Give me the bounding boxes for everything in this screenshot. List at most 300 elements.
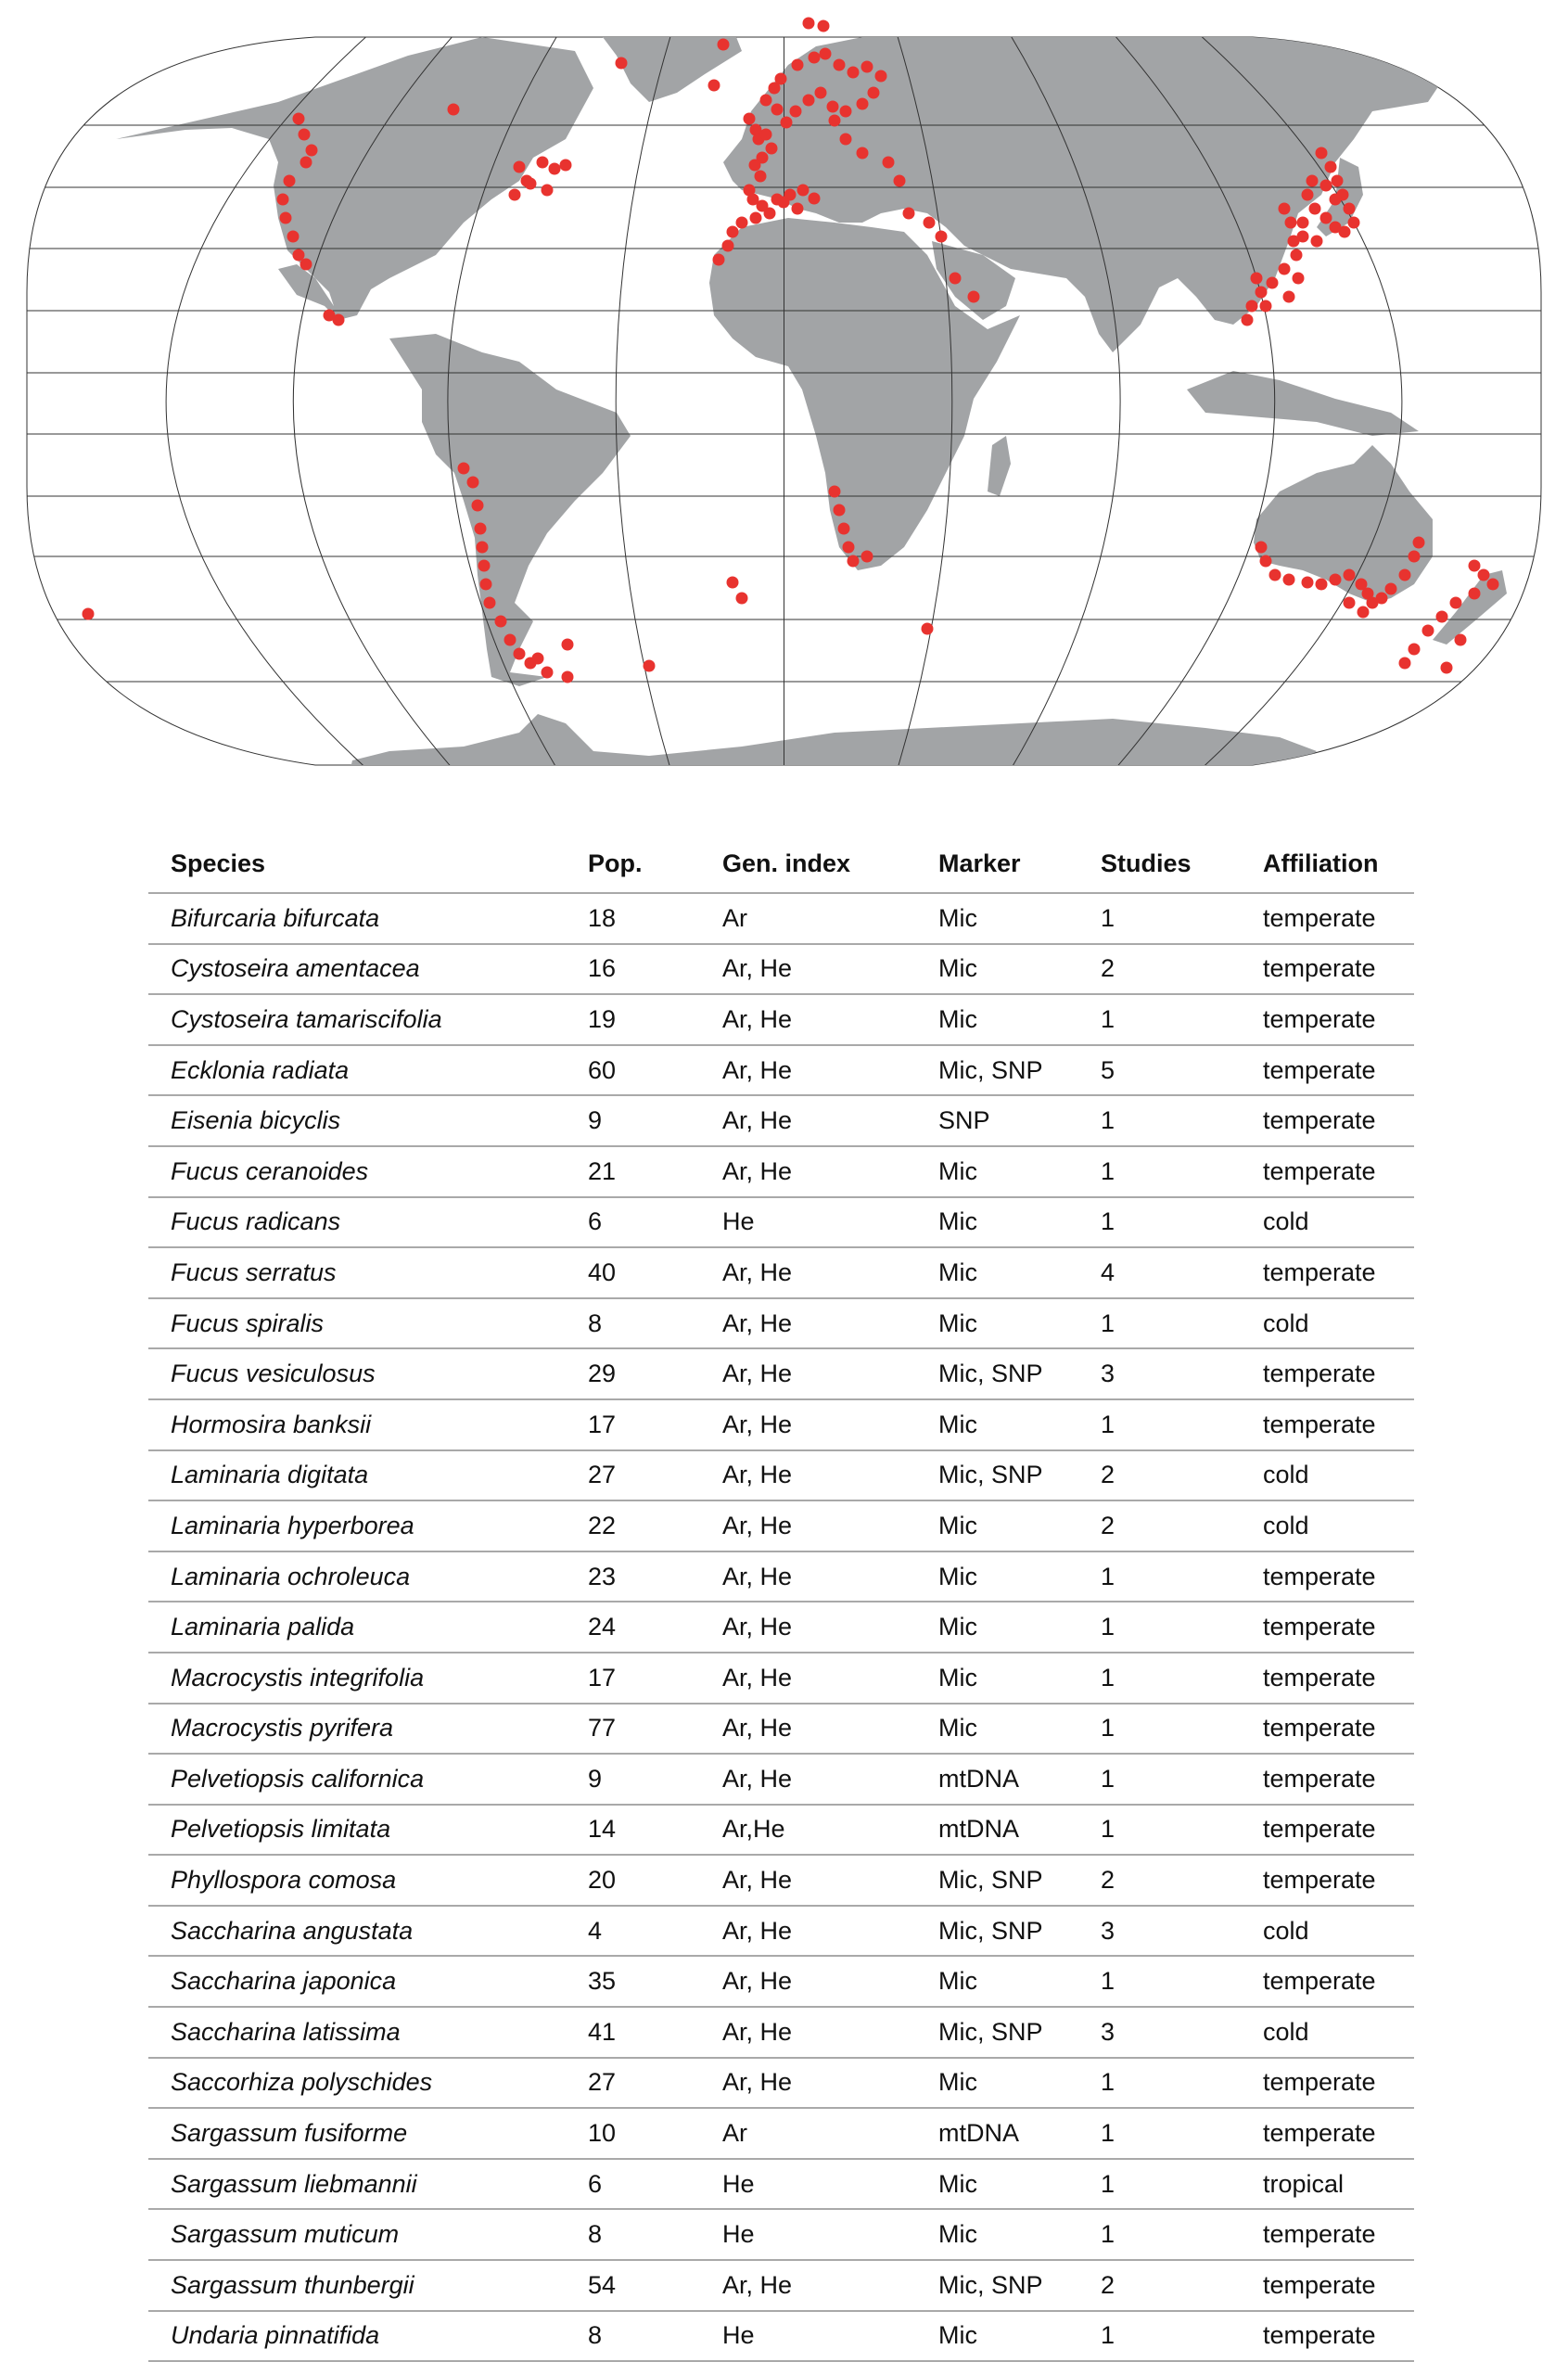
site-marker <box>771 104 784 116</box>
marker-cell: Mic, SNP <box>916 2007 1078 2058</box>
table-row <box>148 2108 1414 2159</box>
species-table-container <box>148 835 1414 2362</box>
affiliation-cell: temperate <box>1241 1956 1414 2007</box>
affiliation-cell: temperate <box>1241 994 1414 1045</box>
site-marker <box>1441 662 1453 674</box>
table-row <box>148 1095 1414 1146</box>
table-row <box>148 2159 1414 2210</box>
site-marker <box>903 208 915 220</box>
site-marker <box>1242 314 1254 326</box>
table-row <box>148 2260 1414 2311</box>
affiliation-cell: cold <box>1241 1450 1414 1501</box>
pop-cell: 8 <box>566 2311 700 2362</box>
site-marker <box>1320 180 1332 192</box>
site-marker <box>1325 161 1337 173</box>
marker-cell: Mic <box>916 2159 1078 2210</box>
site-marker <box>792 203 804 215</box>
studies-cell: 5 <box>1078 1045 1241 1096</box>
table-row <box>148 1146 1414 1197</box>
species-cell: Phyllospora comosa <box>148 1855 566 1906</box>
marker-cell: Mic <box>916 1653 1078 1704</box>
table-row <box>148 1197 1414 1248</box>
table-row <box>148 2058 1414 2109</box>
site-marker <box>713 254 725 266</box>
studies-cell: 3 <box>1078 1906 1241 1957</box>
gen-index-cell: Ar, He <box>700 994 916 1045</box>
affiliation-cell: temperate <box>1241 1348 1414 1399</box>
pop-cell: 23 <box>566 1551 700 1602</box>
site-marker <box>736 217 748 229</box>
species-table-header <box>148 835 1414 893</box>
studies-cell: 1 <box>1078 1399 1241 1450</box>
site-marker <box>644 660 656 672</box>
site-marker <box>894 175 906 187</box>
site-marker <box>509 189 521 201</box>
table-row <box>148 1247 1414 1298</box>
table-row <box>148 893 1414 944</box>
studies-cell: 1 <box>1078 1095 1241 1146</box>
gen-index-cell: Ar, He <box>700 1956 916 2007</box>
site-marker <box>834 504 846 517</box>
affiliation-cell: temperate <box>1241 1551 1414 1602</box>
marker-cell: Mic <box>916 944 1078 995</box>
species-cell: Fucus vesiculosus <box>148 1348 566 1399</box>
site-marker <box>1311 236 1323 248</box>
species-cell: Sargassum muticum <box>148 2209 566 2260</box>
site-marker <box>775 73 787 85</box>
table-row <box>148 1045 1414 1096</box>
studies-cell: 1 <box>1078 2159 1241 2210</box>
pop-cell: 6 <box>566 2159 700 2210</box>
studies-cell: 1 <box>1078 1805 1241 1856</box>
site-marker <box>1316 147 1328 160</box>
site-marker <box>1422 625 1434 637</box>
species-cell: Laminaria palida <box>148 1602 566 1653</box>
site-marker <box>797 185 809 197</box>
site-marker <box>1487 579 1499 591</box>
pop-cell: 18 <box>566 893 700 944</box>
marker-cell: Mic <box>916 1500 1078 1551</box>
site-marker <box>1297 217 1309 229</box>
gen-index-cell: He <box>700 2209 916 2260</box>
site-marker <box>838 523 850 535</box>
site-marker <box>924 217 936 229</box>
marker-cell: Mic <box>916 1602 1078 1653</box>
pop-cell: 54 <box>566 2260 700 2311</box>
site-marker <box>525 178 537 190</box>
site-marker <box>875 70 887 83</box>
marker-cell: Mic <box>916 1298 1078 1349</box>
studies-cell: 1 <box>1078 1197 1241 1248</box>
affiliation-cell: temperate <box>1241 1602 1414 1653</box>
site-marker <box>766 143 778 155</box>
table-row <box>148 1551 1414 1602</box>
site-marker <box>1256 542 1268 554</box>
site-marker <box>868 87 880 99</box>
site-marker <box>1399 658 1411 670</box>
species-table <box>148 835 1414 2362</box>
site-marker <box>1260 555 1272 568</box>
site-marker <box>1307 175 1319 187</box>
studies-cell: 2 <box>1078 2260 1241 2311</box>
site-marker <box>1450 597 1462 609</box>
pop-cell: 24 <box>566 1602 700 1653</box>
pop-cell: 14 <box>566 1805 700 1856</box>
site-marker <box>300 157 312 169</box>
site-marker <box>1302 189 1314 201</box>
table-row <box>148 1906 1414 1957</box>
site-marker <box>1376 593 1388 605</box>
site-marker <box>1330 194 1342 206</box>
header-studies: Studies <box>1078 835 1241 893</box>
marker-cell: Mic, SNP <box>916 1855 1078 1906</box>
site-marker <box>781 117 793 129</box>
site-marker <box>840 106 852 118</box>
studies-cell: 1 <box>1078 2108 1241 2159</box>
gen-index-cell: Ar, He <box>700 1247 916 1298</box>
site-marker <box>1469 560 1481 572</box>
gen-index-cell: Ar, He <box>700 1399 916 1450</box>
pop-cell: 8 <box>566 2209 700 2260</box>
studies-cell: 1 <box>1078 1146 1241 1197</box>
site-marker <box>749 160 761 172</box>
affiliation-cell: tropical <box>1241 2159 1414 2210</box>
site-marker <box>936 231 948 243</box>
table-row <box>148 1704 1414 1755</box>
site-marker <box>514 648 526 660</box>
affiliation-cell: temperate <box>1241 1045 1414 1096</box>
table-row <box>148 1399 1414 1450</box>
gen-index-cell: Ar, He <box>700 1906 916 1957</box>
affiliation-cell: cold <box>1241 2007 1414 2058</box>
site-marker <box>1332 175 1344 187</box>
affiliation-cell: temperate <box>1241 1805 1414 1856</box>
site-marker <box>1469 588 1481 600</box>
site-marker <box>750 212 762 224</box>
pop-cell: 9 <box>566 1095 700 1146</box>
table-row <box>148 1450 1414 1501</box>
affiliation-cell: temperate <box>1241 2108 1414 2159</box>
site-marker <box>1246 300 1258 313</box>
marker-cell: Mic <box>916 1551 1078 1602</box>
pop-cell: 9 <box>566 1754 700 1805</box>
site-marker <box>820 48 832 60</box>
table-row <box>148 1855 1414 1906</box>
marker-cell: mtDNA <box>916 2108 1078 2159</box>
species-cell: Macrocystis pyrifera <box>148 1704 566 1755</box>
species-table-body <box>148 893 1414 2361</box>
marker-cell: Mic <box>916 1247 1078 1298</box>
site-marker <box>834 59 846 71</box>
site-marker <box>755 171 767 183</box>
marker-cell: Mic <box>916 1146 1078 1197</box>
site-marker <box>1455 634 1467 646</box>
site-marker <box>1267 277 1279 289</box>
studies-cell: 2 <box>1078 1855 1241 1906</box>
site-marker <box>1283 291 1295 303</box>
gen-index-cell: Ar, He <box>700 1146 916 1197</box>
species-cell: Cystoseira amentacea <box>148 944 566 995</box>
marker-cell: Mic, SNP <box>916 1348 1078 1399</box>
affiliation-cell: temperate <box>1241 2311 1414 2362</box>
site-marker <box>504 634 516 646</box>
site-marker <box>480 579 492 591</box>
site-marker <box>83 608 95 620</box>
studies-cell: 2 <box>1078 944 1241 995</box>
site-marker <box>857 98 869 110</box>
site-marker <box>532 653 544 665</box>
marker-cell: Mic <box>916 893 1078 944</box>
marker-cell: Mic <box>916 2311 1078 2362</box>
species-cell: Pelvetiopsis californica <box>148 1754 566 1805</box>
gen-index-cell: Ar, He <box>700 1704 916 1755</box>
site-marker <box>478 560 491 572</box>
pop-cell: 16 <box>566 944 700 995</box>
gen-index-cell: Ar, He <box>700 1653 916 1704</box>
table-row <box>148 2007 1414 2058</box>
studies-cell: 1 <box>1078 1704 1241 1755</box>
species-cell: Fucus spiralis <box>148 1298 566 1349</box>
marker-cell: Mic <box>916 1956 1078 2007</box>
table-row <box>148 1348 1414 1399</box>
site-marker <box>1279 263 1291 275</box>
gen-index-cell: Ar, He <box>700 1298 916 1349</box>
site-marker <box>562 671 574 683</box>
species-cell: Pelvetiopsis limitata <box>148 1805 566 1856</box>
site-marker <box>333 314 345 326</box>
site-marker <box>280 212 292 224</box>
affiliation-cell: temperate <box>1241 1146 1414 1197</box>
species-cell: Fucus ceranoides <box>148 1146 566 1197</box>
species-cell: Sargassum thunbergii <box>148 2260 566 2311</box>
site-marker <box>792 59 804 71</box>
site-marker <box>861 551 873 563</box>
marker-cell: Mic <box>916 2209 1078 2260</box>
site-marker <box>542 185 554 197</box>
affiliation-cell: temperate <box>1241 1247 1414 1298</box>
site-marker <box>1316 579 1328 591</box>
species-cell: Fucus radicans <box>148 1197 566 1248</box>
site-marker <box>718 39 730 51</box>
site-marker <box>744 113 756 125</box>
site-marker <box>829 486 841 498</box>
site-marker <box>1285 217 1297 229</box>
species-cell: Sargassum liebmannii <box>148 2159 566 2210</box>
species-cell: Saccharina japonica <box>148 1956 566 2007</box>
studies-cell: 1 <box>1078 1754 1241 1805</box>
gen-index-cell: Ar, He <box>700 1450 916 1501</box>
site-marker <box>1409 644 1421 656</box>
species-cell: Fucus serratus <box>148 1247 566 1298</box>
site-marker <box>284 175 296 187</box>
site-marker <box>477 542 489 554</box>
studies-cell: 2 <box>1078 1450 1241 1501</box>
site-marker <box>736 593 748 605</box>
pop-cell: 8 <box>566 1298 700 1349</box>
gen-index-cell: He <box>700 1197 916 1248</box>
species-cell: Saccharina latissima <box>148 2007 566 2058</box>
site-marker <box>475 523 487 535</box>
species-cell: Undaria pinnatifida <box>148 2311 566 2362</box>
site-marker <box>883 157 895 169</box>
site-marker <box>760 95 772 107</box>
affiliation-cell: temperate <box>1241 1855 1414 1906</box>
table-row <box>148 2311 1414 2362</box>
header-marker: Marker <box>916 835 1078 893</box>
studies-cell: 4 <box>1078 1247 1241 1298</box>
site-marker <box>857 147 869 160</box>
marker-cell: Mic, SNP <box>916 1450 1078 1501</box>
site-marker <box>809 52 821 64</box>
world-map-svg <box>0 0 1568 807</box>
gen-index-cell: Ar, He <box>700 1045 916 1096</box>
marker-cell: Mic <box>916 1399 1078 1450</box>
site-marker <box>727 577 739 589</box>
species-cell: Cystoseira tamariscifolia <box>148 994 566 1045</box>
site-marker <box>616 57 628 70</box>
site-marker <box>1256 287 1268 299</box>
site-marker <box>1288 236 1300 248</box>
affiliation-cell: temperate <box>1241 2260 1414 2311</box>
studies-cell: 1 <box>1078 1956 1241 2007</box>
species-cell: Macrocystis integrifolia <box>148 1653 566 1704</box>
gen-index-cell: Ar, He <box>700 1602 916 1653</box>
species-cell: Hormosira banksii <box>148 1399 566 1450</box>
site-marker <box>1478 569 1490 581</box>
site-marker <box>848 67 860 79</box>
site-marker <box>467 477 479 489</box>
pop-cell: 6 <box>566 1197 700 1248</box>
studies-cell: 1 <box>1078 994 1241 1045</box>
site-marker <box>1320 212 1332 224</box>
site-marker <box>484 597 496 609</box>
header-species: Species <box>148 835 566 893</box>
gen-index-cell: Ar, He <box>700 1754 916 1805</box>
gen-index-cell: Ar, He <box>700 1551 916 1602</box>
site-marker <box>1251 273 1263 285</box>
site-marker <box>827 101 839 113</box>
species-cell: Sargassum fusiforme <box>148 2108 566 2159</box>
table-row <box>148 1500 1414 1551</box>
site-marker <box>840 134 852 146</box>
marker-cell: Mic, SNP <box>916 2260 1078 2311</box>
site-marker <box>861 61 873 73</box>
site-marker <box>790 106 802 118</box>
site-marker <box>922 623 934 635</box>
site-marker <box>299 129 311 141</box>
affiliation-cell: cold <box>1241 1298 1414 1349</box>
marker-cell: SNP <box>916 1095 1078 1146</box>
header-row <box>148 835 1414 893</box>
site-marker <box>514 161 526 173</box>
pop-cell: 10 <box>566 2108 700 2159</box>
site-marker <box>448 104 460 116</box>
site-marker <box>1269 569 1281 581</box>
table-row <box>148 1754 1414 1805</box>
affiliation-cell: temperate <box>1241 1095 1414 1146</box>
affiliation-cell: temperate <box>1241 1704 1414 1755</box>
studies-cell: 1 <box>1078 1551 1241 1602</box>
site-marker <box>1283 574 1295 586</box>
gen-index-cell: He <box>700 2311 916 2362</box>
affiliation-cell: cold <box>1241 1906 1414 1957</box>
site-marker <box>1309 203 1321 215</box>
marker-cell: Mic <box>916 1197 1078 1248</box>
site-marker <box>1358 606 1370 619</box>
site-marker <box>809 193 821 205</box>
table-row <box>148 1602 1414 1653</box>
studies-cell: 3 <box>1078 1348 1241 1399</box>
site-marker <box>1330 574 1342 586</box>
affiliation-cell: temperate <box>1241 2209 1414 2260</box>
site-marker <box>277 194 289 206</box>
gen-index-cell: Ar <box>700 2108 916 2159</box>
affiliation-cell: temperate <box>1241 1653 1414 1704</box>
affiliation-cell: temperate <box>1241 893 1414 944</box>
gen-index-cell: Ar,He <box>700 1805 916 1856</box>
gen-index-cell: Ar, He <box>700 1348 916 1399</box>
site-marker <box>1302 577 1314 589</box>
site-marker <box>727 226 739 238</box>
site-marker <box>829 115 841 127</box>
site-marker <box>1293 273 1305 285</box>
site-marker <box>1291 249 1303 262</box>
marker-cell: Mic, SNP <box>916 1906 1078 1957</box>
pop-cell: 60 <box>566 1045 700 1096</box>
site-marker <box>1344 597 1356 609</box>
site-marker <box>1260 300 1272 313</box>
table-row <box>148 1805 1414 1856</box>
site-marker <box>1344 569 1356 581</box>
species-cell: Laminaria ochroleuca <box>148 1551 566 1602</box>
site-marker <box>1385 583 1397 595</box>
header-gen-index: Gen. index <box>700 835 916 893</box>
site-marker <box>1409 551 1421 563</box>
pop-cell: 41 <box>566 2007 700 2058</box>
site-marker <box>722 240 734 252</box>
site-marker <box>708 80 720 92</box>
site-marker <box>537 157 549 169</box>
gen-index-cell: Ar, He <box>700 1095 916 1146</box>
species-cell: Ecklonia radiata <box>148 1045 566 1096</box>
site-marker <box>803 18 815 30</box>
gen-index-cell: Ar, He <box>700 944 916 995</box>
marker-cell: Mic <box>916 1704 1078 1755</box>
affiliation-cell: temperate <box>1241 944 1414 995</box>
affiliation-cell: temperate <box>1241 1399 1414 1450</box>
studies-cell: 1 <box>1078 2209 1241 2260</box>
site-marker <box>287 231 300 243</box>
pop-cell: 29 <box>566 1348 700 1399</box>
site-marker <box>472 500 484 512</box>
site-marker <box>549 163 561 175</box>
gen-index-cell: Ar, He <box>700 2260 916 2311</box>
site-marker <box>1436 611 1448 623</box>
pop-cell: 77 <box>566 1704 700 1755</box>
gen-index-cell: He <box>700 2159 916 2210</box>
species-cell: Saccorhiza polyschides <box>148 2058 566 2109</box>
site-marker <box>968 291 980 303</box>
header-pop: Pop. <box>566 835 700 893</box>
site-marker <box>495 616 507 628</box>
studies-cell: 1 <box>1078 1298 1241 1349</box>
table-row <box>148 1956 1414 2007</box>
site-marker <box>1344 203 1356 215</box>
pop-cell: 22 <box>566 1500 700 1551</box>
site-marker <box>560 160 572 172</box>
site-marker <box>760 129 772 141</box>
gen-index-cell: Ar <box>700 893 916 944</box>
